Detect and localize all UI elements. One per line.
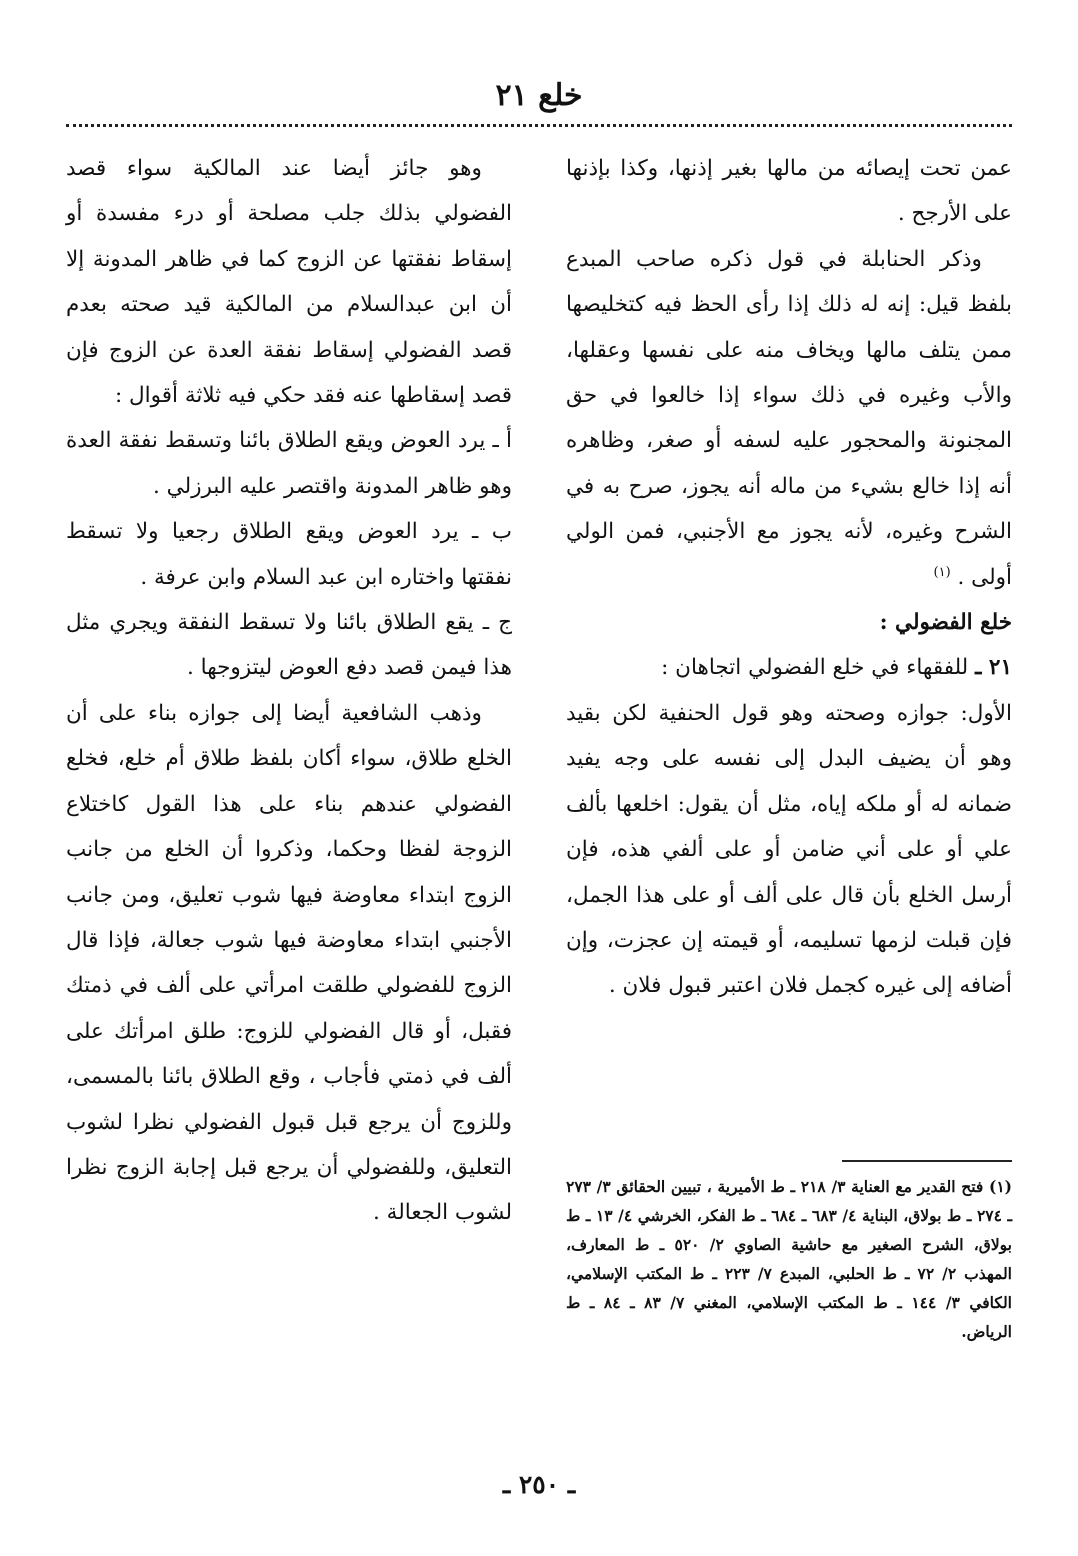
right-paragraph-3: الأول: جوازه وصحته وهو قول الحنفية لكن بقيد وهو أن يضيف البدل إلى نفسه على وجه يفيد ضمانه له أو ملكه إياه، مثل أن يقول: اخلعها بألف علي أو على أني ضامن أو على ألفي هذه، فإن أرسل الخلع بأن قال على ألف أو على هذا الجمل، فإن قبلت لزمها تسليمه، أو قيمته إن عجزت، وإن أضافه إلى غيره كجمل فلان اعتبر قبول فلان . bbox=[566, 700, 1012, 999]
section-intro bbox=[566, 645, 1012, 690]
right-paragraph-2 bbox=[566, 237, 1012, 600]
left-column bbox=[66, 146, 512, 1236]
right-paragraph-2-text: وذكر الحنابلة في قول ذكره صاحب المبدع بلفظ قيل: إنه له ذلك إذا رأى الحظ فيه كتخليصها ممن يتلف مالها ويخاف منه على نفسها وعقلها، والأب وغيره في ذلك سواء إذا خالعوا في حق المجنونة والمحجور عليه لسفه أو صغر، وظاهره أنه إذا خالع بشيء من ماله أنه يجوز، صرح به في الشرح وغيره، لأنه يجوز مع الأجنبي، فمن الولي أولى . bbox=[566, 246, 1012, 590]
right-paragraph-1: عمن تحت إيصائه من مالها بغير إذنها، وكذا بإذنها على الأرجح . bbox=[566, 156, 1012, 227]
right-column bbox=[566, 146, 1012, 1009]
page-header-title: خلع ٢١ bbox=[495, 78, 583, 113]
section-number: ٢١ ـ bbox=[975, 655, 1012, 681]
list-item-b: ب ـ يرد العوض ويقع الطلاق رجعيا ولا تسقط نفقتها واختاره ابن عبد السلام وابن عرفة . bbox=[66, 519, 512, 590]
header-dotted-divider bbox=[66, 124, 1012, 127]
footnote-text: (١) فتح القدير مع العناية ٣/ ٢١٨ ـ ط الأميرية ، تبيين الحقائق ٣/ ٢٧٣ ـ ٢٧٤ ـ ط بولاق، البناية ٤/ ٦٨٣ ـ ٦٨٤ ـ ط الفكر، الخرشي ٤/ ١٣ ـ ط بولاق، الشرح الصغير مع حاشية الصاوي ٢/ ٥٢٠ ـ ط المعارف، المهذب ٢/ ٧٢ ـ ط الحلبي، المبدع ٧/ ٢٢٣ ـ ط المكتب الإسلامي، الكافي ٣/ ١٤٤ ـ ط المكتب الإسلامي، المغني ٧/ ٨٣ ـ ٨٤ ـ ط الرياض. bbox=[566, 1177, 1013, 1341]
left-paragraph-2: وذهب الشافعية أيضا إلى جوازه بناء على أن الخلع طلاق، سواء أكان بلفظ طلاق أم خلع، فخلع الفضولي عندهم بناء على هذا القول كاختلاع الزوجة لفظا وحكما، وذكروا أن الخلع من جانب الزوج ابتداء معاوضة فيها شوب تعليق، ومن جانب الأجنبي ابتداء معاوضة فيها شوب جعالة، فإذا قال الزوج للفضولي طلقت امرأتي على ألف في ذمتك فقبل، أو قال الفضولي للزوج: طلق امرأتك على ألف في ذمتي فأجاب ، وقع الطلاق بائنا بالمسمى، وللزوج أن يرجع قبل قبول الفضولي نظرا لشوب التعليق، وللفضولي أن يرجع قبل إجابة الزوج نظرا لشوب الجعالة . bbox=[66, 700, 512, 1226]
footnote-block bbox=[566, 1172, 1012, 1346]
list-item-a: أ ـ يرد العوض ويقع الطلاق بائنا وتسقط نفقة العدة وهو ظاهر المدونة واقتصر عليه البرزلي . bbox=[66, 428, 512, 499]
footnote-divider bbox=[842, 1160, 1012, 1162]
list-item-c: ج ـ يقع الطلاق بائنا ولا تسقط النفقة ويجري مثل هذا فيمن قصد دفع العوض ليتزوجها . bbox=[66, 610, 512, 681]
left-paragraph-1: وهو جائز أيضا عند المالكية سواء قصد الفضولي بذلك جلب مصلحة أو درء مفسدة أو إسقاط نفقتها عن الزوج كما في ظاهر المدونة إلا أن ابن عبدالسلام من المالكية قيد صحته بعدم قصد الفضولي إسقاط نفقة العدة عن الزوج فإن قصد إسقاطها عنه فقد حكي فيه ثلاثة أقوال : bbox=[66, 156, 512, 409]
section-subheading: خلع الفضولي : bbox=[879, 610, 1012, 636]
footnote-reference: (١) bbox=[933, 564, 951, 580]
page-number: ـ ٢٥٠ ـ bbox=[502, 1470, 576, 1499]
section-intro-text: للفقهاء في خلع الفضولي اتجاهان : bbox=[661, 655, 969, 681]
